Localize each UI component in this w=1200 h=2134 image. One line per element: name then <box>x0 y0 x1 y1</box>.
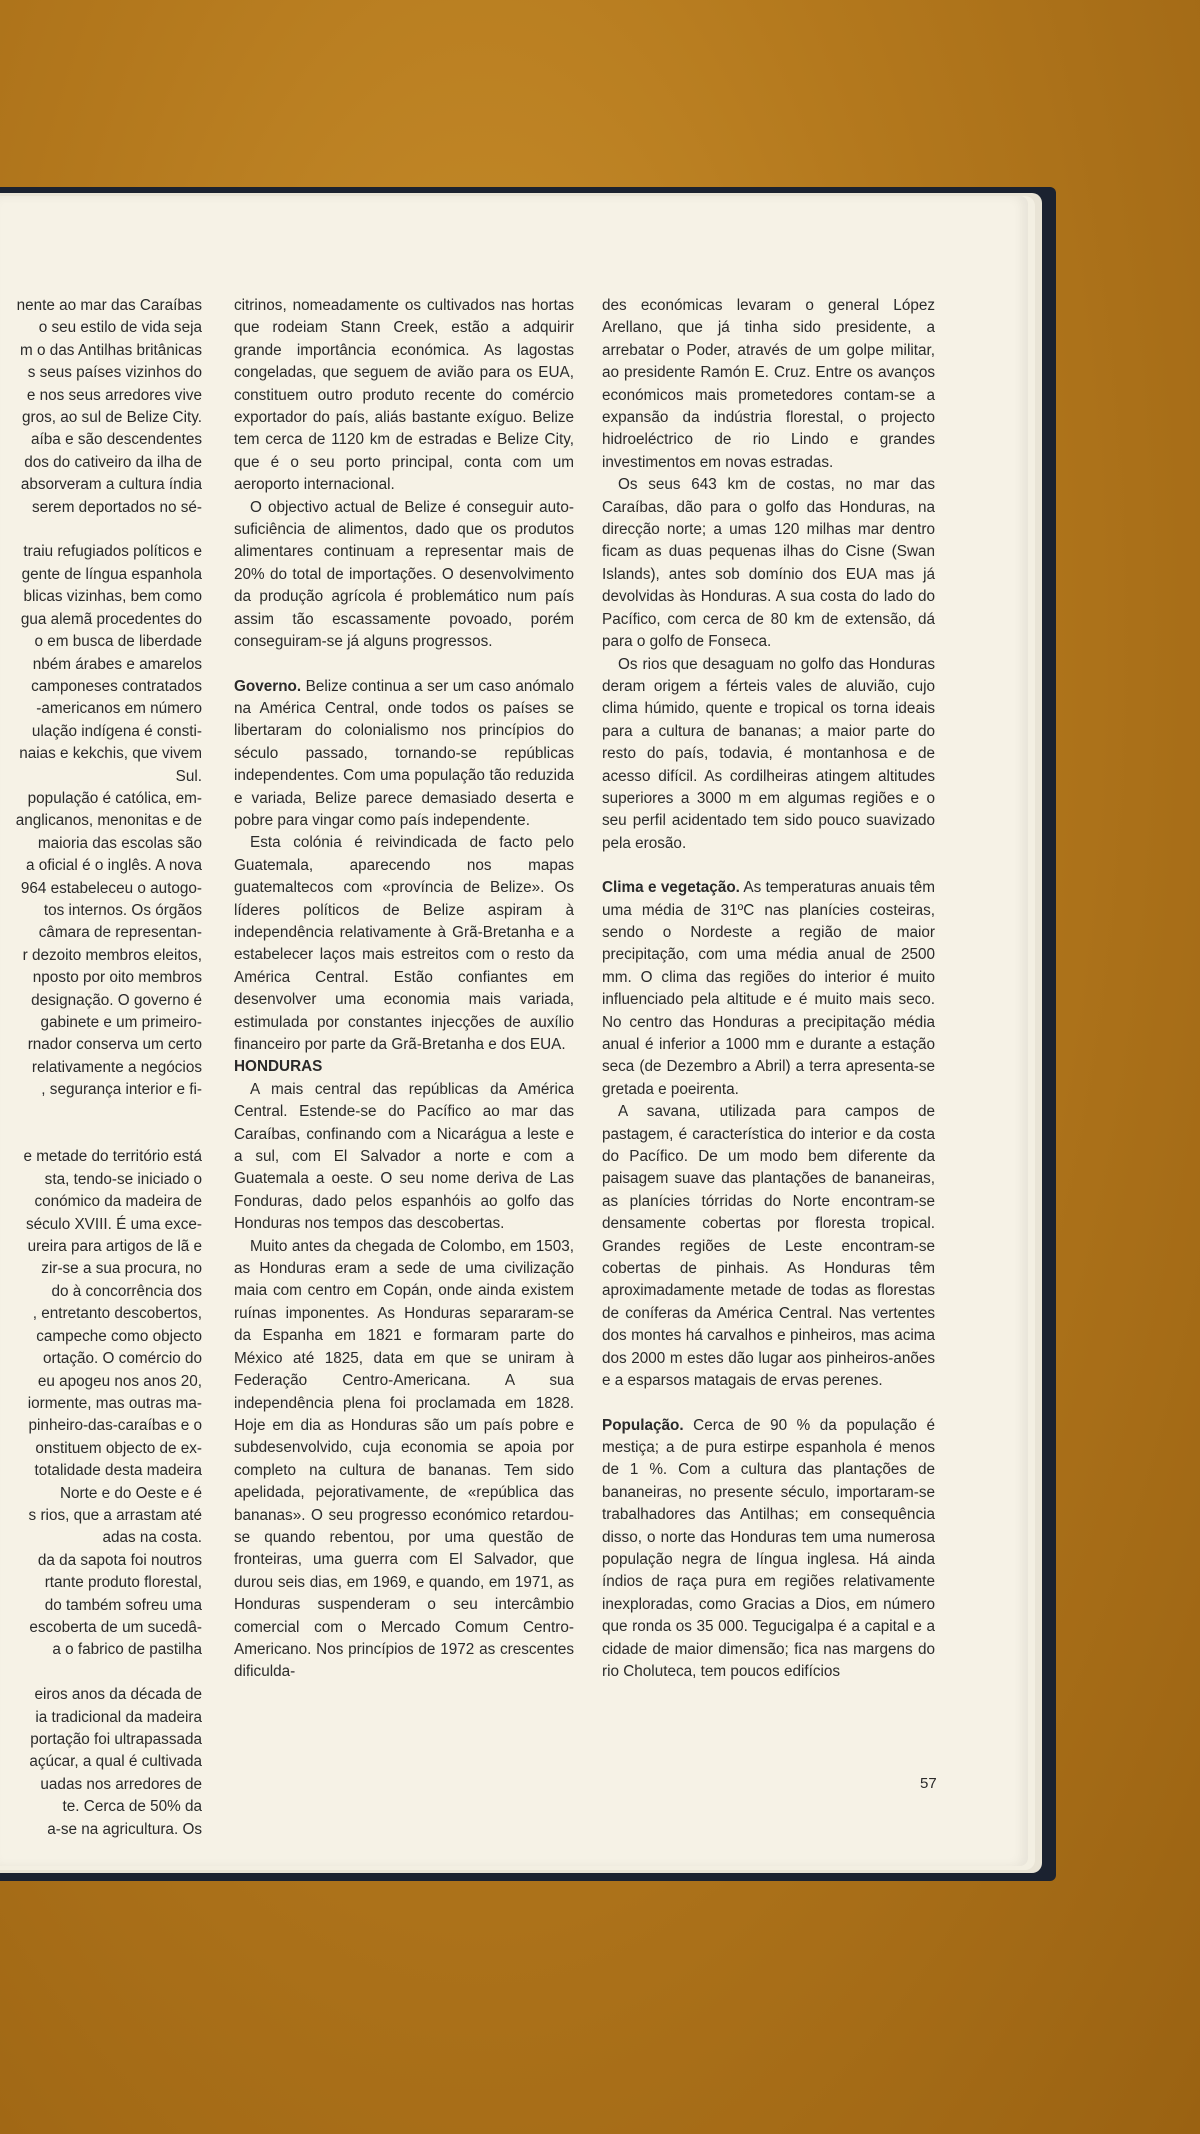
text-line: s rios, que a arrastam até <box>28 1506 202 1524</box>
text-line: e metade do território está <box>23 1148 202 1166</box>
text-line: serem deportados no sé- <box>31 498 202 516</box>
text-line: totalidade desta madeira <box>34 1462 202 1480</box>
text-line: gabinete e um primeiro- <box>40 1014 202 1031</box>
text-line: campeche como objecto <box>36 1327 202 1345</box>
text-line: o seu estilo de vida seja <box>38 319 202 337</box>
text-line: aíba e são descendentes <box>31 431 202 449</box>
paragraph <box>602 877 935 1101</box>
text-line: naias e kekchis, que vivem <box>19 745 202 763</box>
text-line: te. Cerca de 50% da <box>62 1798 202 1816</box>
text-line: adas na costa. <box>102 1529 202 1547</box>
paragraph <box>602 1415 935 1684</box>
text-line: açúcar, a qual é cultivada <box>29 1753 202 1771</box>
text-line: da da sapota foi noutros <box>37 1551 202 1569</box>
text-line: sta, tendo-se iniciado o <box>44 1170 202 1188</box>
text-line: portação foi ultrapassada <box>30 1731 202 1748</box>
paragraph-text: Cerca de 90 % da população é mestiça; a de pura estirpe espanhola é menos de 1 %. Com a cultura das plantações de bananeiras, no presente século, importaram-se trabalhadores das Antilhas; em consequência disso, o norte das Honduras tem uma numerosa população negra de língua inglesa. Há ainda índios de raça pura em regiões relativamente inexploradas, como Gracias a Dios, em número que ronda os 35 000. Tegucigalpa é a capital e a cidade de maior dimensão; fica nas margens do rio Choluteca, tem poucos edifícios <box>602 1416 935 1680</box>
column-middle <box>234 295 574 1684</box>
text-line <box>0 1102 202 1124</box>
text-line <box>0 519 202 541</box>
paragraph: A savana, utilizada para campos de pastagem, é característica do interior e da costa do Pacífico. De um modo bem diferente da paisagem suave das plantações de bananeiras, as planícies tórridas do Norte encontram-se densamente cobertas por floresta tropical. Grandes regiões de Leste encontram-se cobertas de pinhais. As Honduras têm aproximadamente metade de todas as florestas de coníferas da América Central. Nas vertentes dos montes há carvalhos e pinheiros, mas acima dos 2000 m estes dão lugar aos pinheiros-anões e a esparsos matagais de ervas perenes. <box>602 1103 935 1390</box>
text-line: gros, ao sul de Belize City. <box>22 409 202 427</box>
text-line: -americanos em número <box>36 700 202 718</box>
text-line: a oficial é o inglês. A nova <box>25 857 202 875</box>
text-line: ulação indígena é consti- <box>31 722 202 740</box>
text-line <box>0 1124 202 1146</box>
column-left-lines <box>0 295 202 1841</box>
text-line: a-se na agricultura. Os <box>47 1820 202 1838</box>
text-line: do à concorrência dos <box>51 1282 202 1300</box>
paragraph: Muito antes da chegada de Colombo, em 1503, as Honduras eram a sede de uma civilização maia com centro em Copán, onde ainda existem ruínas imponentes. As Honduras separaram-se da Espanha em 1821 e formaram parte do México até 1825, data em que se uniram à Federação Centro-Americana. A sua independência plena foi proclamada em 1828. Hoje em dia as Honduras são um país pobre e subdesenvolvido, cuja economia se apoia por completo na cultura de bananas. Tem sido apelidada, pejorativamente, de «república das bananas». O seu progresso económico retardou-se quando rebentou, por uma questão de fronteiras, uma guerra com El Salvador, que durou seis dias, em 1969, e quando, em 1971, as Honduras suspenderam o seu intercâmbio comercial com o Mercado Comum Centro-Americano. Nos princípios de 1972 as crescentes dificulda- <box>234 1237 574 1681</box>
text-line: r dezoito membros eleitos, <box>22 946 202 964</box>
text-line: nposto por oito membros <box>32 969 202 987</box>
section-heading: HONDURAS <box>234 1058 323 1076</box>
text-line: rnador conserva um certo <box>27 1036 202 1054</box>
paragraph <box>234 676 574 833</box>
text-line: o em busca de liberdade <box>34 633 202 651</box>
text-line: rtante produto florestal, <box>44 1574 202 1592</box>
paragraph: des económicas levaram o general López Arellano, que já tinha sido presidente, a arrebatar o Poder, através de um golpe militar, ao presidente Ramón E. Cruz. Entre os avanços económicos mais prometedores contam-se a expansão da indústria florestal, o projecto hidroeléctrico de rio Lindo e grandes investimentos em novas estradas. <box>602 297 935 471</box>
text-line: a o fabrico de pastilha <box>52 1641 202 1659</box>
text-line: m o das Antilhas britânicas <box>20 341 202 359</box>
text-line: do também sofreu uma <box>44 1596 202 1614</box>
text-line: onstituem objecto de ex- <box>35 1439 202 1457</box>
paragraph: Esta colónia é reivindicada de facto pelo Guatemala, aparecendo nos mapas guatemaltecos com «província de Belize». Os líderes políticos de Belize aspiram à independência relativamente à Grã-Bretanha e a estabelecer laços mais estreitos com o resto da América Central. Estão confiantes em desenvolver uma economia mais variada, estimulada por constantes injecções de auxílio financeiro por parte da Grã-Bretanha e dos EUA. <box>234 834 574 1053</box>
paragraph-text: As temperaturas anuais têm uma média de 31ºC nas planícies costeiras, sendo o Nordeste a região de maior precipitação, com uma média anual de 2500 mm. O clima das regiões do interior é muito influenciado pela altitude e é muito mais seco. No centro das Honduras a precipitação média anual é inferior a 1000 mm e durante a estação seca (de Dezembro a Abril) a terra apresenta-se gretada e poeirenta. <box>602 879 935 1098</box>
text-line: absorveram a cultura índia <box>20 476 202 494</box>
text-line: eiros anos da década de <box>34 1686 202 1704</box>
text-line: s seus países vizinhos do <box>27 364 202 382</box>
text-line: escoberta de um sucedâ- <box>29 1618 202 1636</box>
paragraph: citrinos, nomeadamente os cultivados nas hortas que rodeiam Stann Creek, estão a adquirir grande importância económica. As lagostas congeladas, que seguem de avião para os EUA, constituem outro produto recente do comércio exportador do país, aliás bastante exíguo. Belize tem cerca de 1120 km de estradas e Belize City, que é o seu porto principal, conta com um aeroporto internacional. <box>234 297 574 494</box>
text-line: 964 estabeleceu o autogo- <box>20 879 202 897</box>
text-line: traiu refugiados políticos e <box>23 543 202 561</box>
text-line: ia tradicional da madeira <box>35 1708 202 1726</box>
text-line: Norte e do Oeste e é <box>59 1484 202 1502</box>
section-label: Governo. <box>234 677 302 695</box>
paragraph: A mais central das repúblicas da América Central. Estende-se do Pacífico ao mar das Caraíbas, confinando com a Nicarágua a leste e a sul, com El Salvador a norte e com a Guatemala a oeste. O seu nome deriva de Las Fonduras, dado pelos espanhóis ao golfo das Honduras nos tempos das descobertas. <box>234 1080 574 1233</box>
text-line: Sul. <box>175 767 202 785</box>
text-line: câmara de representan- <box>38 924 202 942</box>
text-line: nente ao mar das Caraíbas <box>16 297 202 314</box>
text-line: século XVIII. É uma exce- <box>26 1215 202 1233</box>
text-line: anglicanos, menonitas e de <box>15 812 202 830</box>
text-line <box>0 1662 202 1684</box>
page-number: 57 <box>920 1775 937 1792</box>
text-line: eu apogeu nos anos 20, <box>37 1372 202 1390</box>
paragraph: Os seus 643 km de costas, no mar das Caraíbas, dão para o golfo das Honduras, na direcção norte; a umas 120 milhas mar dentro ficam as duas pequenas ilhas do Cisne (Swan Islands), antes sob domínio dos EUA mas já devolvidas às Honduras. A sua costa do lado do Pacífico, com cerca de 80 km de extensão, dá para o golfo de Fonseca. <box>602 476 935 651</box>
text-line: , entretanto descobertos, <box>32 1305 202 1323</box>
text-line: pinheiro-das-caraíbas e o <box>28 1417 202 1435</box>
column-right <box>602 295 935 1683</box>
text-line: população é católica, em- <box>27 789 202 807</box>
text-line: tos internos. Os órgãos <box>43 901 202 919</box>
text-line: gente de língua espanhola <box>21 565 202 583</box>
text-line: , segurança interior e fi- <box>41 1081 202 1099</box>
section-label: População. <box>602 1416 684 1434</box>
paragraph: Os rios que desaguam no golfo das Honduras deram origem a férteis vales de aluvião, cujo clima húmido, quente e tropical os torna ideais para a cultura de bananas; a maior parte do resto do país, todavia, é montanhosa e de acesso difícil. As cordilheiras atingem altitudes superiores a 3000 m em algumas regiões e o seu perfil acidentado tem sido pouco suavizado pela erosão. <box>602 655 935 852</box>
text-line: ortação. O comércio do <box>43 1350 202 1368</box>
text-line: conómico da madeira de <box>34 1193 202 1211</box>
text-line: blicas vizinhas, bem como <box>23 588 202 606</box>
text-line: iormente, mas outras ma- <box>27 1394 202 1412</box>
text-line: uadas nos arredores de <box>40 1775 202 1793</box>
text-line: dos do cativeiro da ilha de <box>24 453 202 471</box>
column-left <box>0 295 202 1841</box>
text-line: ureira para artigos de lã e <box>27 1238 202 1256</box>
text-line: camponeses contratados <box>31 677 202 695</box>
text-line: gua alemã procedentes do <box>20 610 202 628</box>
text-line: nbém árabes e amarelos <box>32 655 202 673</box>
text-line: designação. O governo é <box>31 991 202 1009</box>
text-line: e nos seus arredores vive <box>26 386 202 404</box>
text-line: maioria das escolas são <box>37 834 202 852</box>
section-label: Clima e vegetação. <box>602 879 740 897</box>
text-line: relativamente a negócios <box>31 1058 202 1076</box>
paragraph-text: Belize continua a ser um caso anómalo na América Central, onde todos os países se libertaram do colonialismo nos princípios do século passado, tornando-se repúblicas independentes. Com uma população tão reduzida e variada, Belize parece demasiado deserta e pobre para vingar como país independente. <box>234 677 574 829</box>
paragraph: O objectivo actual de Belize é conseguir auto-suficiência de alimentos, dado que os produtos alimentares continuam a representar mais de 20% do total de importações. O desenvolvimento da produção agrícola é problemático num país assim tão escassamente povoado, porém conseguiram-se já alguns progressos. <box>234 498 574 651</box>
text-line: zir-se a sua procura, no <box>41 1260 202 1278</box>
